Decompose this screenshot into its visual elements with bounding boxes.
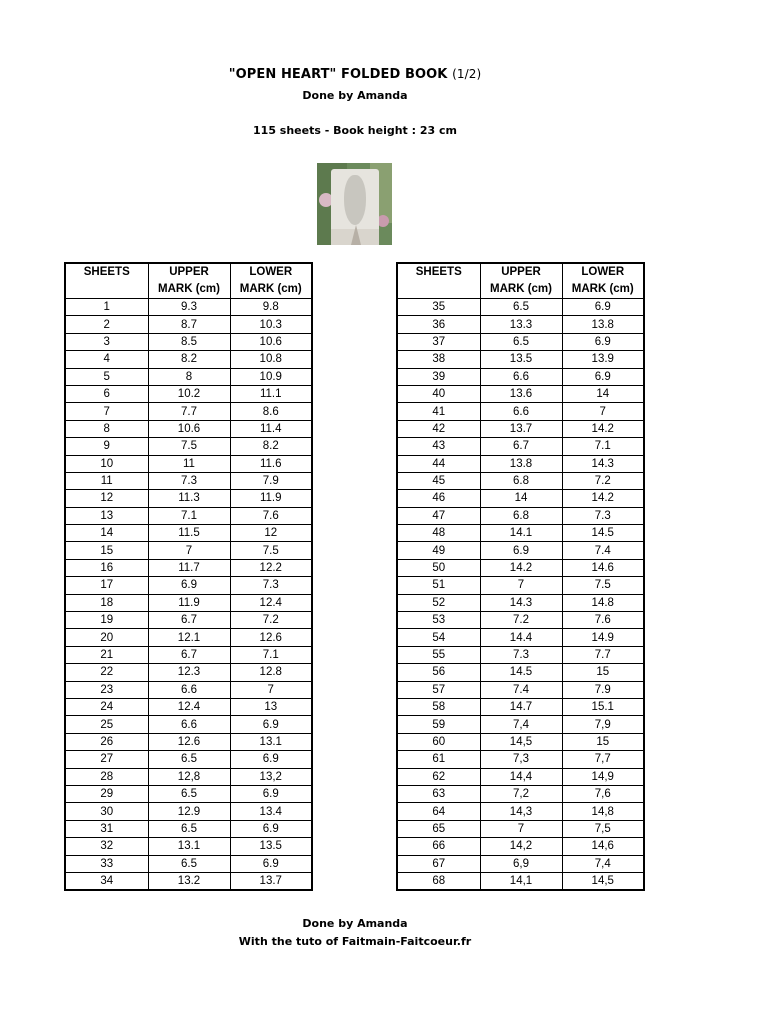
sheet-number-cell: 45 [397,472,480,489]
upper-mark-cell: 6.5 [148,855,230,872]
table-row [65,681,312,698]
sheet-number-cell: 35 [397,299,480,316]
table-row [397,785,644,802]
sheet-number-cell: 62 [397,768,480,785]
sheet-number-cell: 42 [397,420,480,437]
sheet-number-cell: 11 [65,472,148,489]
upper-mark-cell: 6.5 [148,785,230,802]
upper-mark-cell: 12.6 [148,733,230,750]
lower-mark-cell: 7.6 [230,507,312,524]
lower-mark-cell: 7.5 [562,577,644,594]
sheet-number-cell: 13 [65,507,148,524]
table-row [65,594,312,611]
table-row [397,299,644,316]
sheet-number-cell: 68 [397,872,480,890]
lower-mark-cell: 12.8 [230,664,312,681]
sheet-number-cell: 58 [397,698,480,715]
table-row [65,559,312,576]
lower-mark-cell: 6.9 [230,751,312,768]
sheet-number-cell: 48 [397,525,480,542]
lower-mark-cell: 7.9 [562,681,644,698]
lower-mark-cell: 13.4 [230,803,312,820]
table-row [397,316,644,333]
table-row [397,420,644,437]
upper-mark-cell: 14 [480,490,562,507]
upper-mark-cell: 14,1 [480,872,562,890]
upper-mark-cell: 12.1 [148,629,230,646]
upper-mark-cell: 12,8 [148,768,230,785]
table-row [65,612,312,629]
sheet-number-cell: 26 [65,733,148,750]
upper-mark-cell: 10.2 [148,385,230,402]
upper-mark-cell: 6.7 [480,438,562,455]
lower-mark-cell: 7 [562,403,644,420]
sheet-number-cell: 33 [65,855,148,872]
upper-mark-cell: 7.3 [480,646,562,663]
table-row [397,820,644,837]
table-row [65,299,312,316]
table-row [65,490,312,507]
upper-mark-cell: 8.2 [148,351,230,368]
upper-mark-cell: 6.5 [148,820,230,837]
lower-mark-cell: 7,5 [562,820,644,837]
upper-mark-cell: 14,3 [480,803,562,820]
sheet-number-cell: 67 [397,855,480,872]
lower-mark-cell: 7.9 [230,472,312,489]
upper-mark-cell: 14.7 [480,698,562,715]
lower-mark-cell: 15.1 [562,698,644,715]
sheet-number-cell: 29 [65,785,148,802]
lower-mark-cell: 7.2 [230,612,312,629]
table-row [397,612,644,629]
sheet-number-cell: 39 [397,368,480,385]
table-row [65,716,312,733]
lower-mark-cell: 14,8 [562,803,644,820]
table-row [397,698,644,715]
table-row [65,438,312,455]
lower-mark-cell: 14,6 [562,838,644,855]
sheet-number-cell: 37 [397,333,480,350]
lower-mark-cell: 10.6 [230,333,312,350]
lower-mark-cell: 14.3 [562,455,644,472]
lower-mark-cell: 14.2 [562,420,644,437]
upper-mark-cell: 6.6 [148,716,230,733]
table-row [65,420,312,437]
upper-mark-cell: 6.9 [148,577,230,594]
upper-mark-cell: 11.5 [148,525,230,542]
table-row [65,855,312,872]
upper-mark-cell: 7,4 [480,716,562,733]
table-row [65,385,312,402]
sheet-number-cell: 55 [397,646,480,663]
sheet-number-cell: 63 [397,785,480,802]
lower-mark-cell: 6.9 [230,855,312,872]
table-row [65,768,312,785]
upper-mark-cell: 13.8 [480,455,562,472]
sheet-number-cell: 60 [397,733,480,750]
table-row [397,594,644,611]
table-row [397,368,644,385]
lower-mark-cell: 14.6 [562,559,644,576]
lower-mark-cell: 11.9 [230,490,312,507]
upper-mark-cell: 7,3 [480,751,562,768]
table-row [397,733,644,750]
upper-mark-cell: 6,9 [480,855,562,872]
table-row [397,542,644,559]
upper-mark-cell: 14.5 [480,664,562,681]
table-row [397,716,644,733]
sheet-number-cell: 49 [397,542,480,559]
footer-credit: With the tuto of Faitmain-Faitcoeur.fr [238,935,472,948]
upper-mark-cell: 8.7 [148,316,230,333]
table-row [397,525,644,542]
table-row [397,872,644,890]
upper-mark-cell: 13.2 [148,872,230,890]
lower-mark-cell: 14.8 [562,594,644,611]
table-row [397,646,644,663]
lower-mark-cell: 6.9 [562,299,644,316]
upper-mark-cell: 9.3 [148,299,230,316]
upper-mark-cell: 6.9 [480,542,562,559]
lower-mark-cell: 7.3 [562,507,644,524]
table-row [397,351,644,368]
lower-mark-cell: 7.5 [230,542,312,559]
table-row [65,733,312,750]
lower-mark-cell: 7,7 [562,751,644,768]
sheet-number-cell: 17 [65,577,148,594]
upper-mark-cell: 6.6 [480,368,562,385]
sheet-number-cell: 18 [65,594,148,611]
sheet-number-cell: 31 [65,820,148,837]
lower-mark-cell: 11.1 [230,385,312,402]
table-row [65,838,312,855]
sheet-number-cell: 53 [397,612,480,629]
lower-mark-cell: 15 [562,733,644,750]
lower-mark-cell: 6.9 [562,333,644,350]
sheet-number-cell: 12 [65,490,148,507]
sheet-number-cell: 6 [65,385,148,402]
title-text: "OPEN HEART" FOLDED BOOK [228,67,448,82]
sheet-number-cell: 20 [65,629,148,646]
upper-mark-cell: 12.4 [148,698,230,715]
header-upper-mark: UPPER MARK (cm) [148,263,230,299]
header-sheets: SHEETS [65,263,148,299]
upper-mark-cell: 7 [148,542,230,559]
lower-mark-cell: 8.6 [230,403,312,420]
sheet-number-cell: 43 [397,438,480,455]
sheet-number-cell: 15 [65,542,148,559]
table-row [397,855,644,872]
sheet-number-cell: 22 [65,664,148,681]
sheet-number-cell: 47 [397,507,480,524]
upper-mark-cell: 12.9 [148,803,230,820]
upper-mark-cell: 14.2 [480,559,562,576]
lower-mark-cell: 6.9 [230,820,312,837]
table-row [65,542,312,559]
sheet-number-cell: 32 [65,838,148,855]
table-row [397,559,644,576]
sheet-number-cell: 56 [397,664,480,681]
sheet-number-cell: 66 [397,838,480,855]
header-sheets: SHEETS [397,263,480,299]
upper-mark-cell: 6.8 [480,472,562,489]
lower-mark-cell: 9.8 [230,299,312,316]
upper-mark-cell: 6.6 [148,681,230,698]
table-header-row [65,263,312,299]
upper-mark-cell: 7.4 [480,681,562,698]
sheet-number-cell: 40 [397,385,480,402]
upper-mark-cell: 7,2 [480,785,562,802]
lower-mark-cell: 12.6 [230,629,312,646]
footer-author: Done by Amanda [302,917,408,930]
lower-mark-cell: 13.1 [230,733,312,750]
upper-mark-cell: 14,4 [480,768,562,785]
sheet-number-cell: 57 [397,681,480,698]
lower-mark-cell: 13.9 [562,351,644,368]
table-row [397,403,644,420]
sheet-number-cell: 5 [65,368,148,385]
sheet-number-cell: 59 [397,716,480,733]
lower-mark-cell: 14 [562,385,644,402]
table-row [397,768,644,785]
upper-mark-cell: 14,5 [480,733,562,750]
lower-mark-cell: 10.3 [230,316,312,333]
table-row [397,507,644,524]
author-line: Done by Amanda [302,89,408,102]
sheet-number-cell: 24 [65,698,148,715]
lower-mark-cell: 12 [230,525,312,542]
table-row [65,368,312,385]
table-row [397,333,644,350]
lower-mark-cell: 11.4 [230,420,312,437]
sheet-number-cell: 52 [397,594,480,611]
marks-table-left [64,262,313,891]
table-row [397,490,644,507]
lower-mark-cell: 13 [230,698,312,715]
table-row [65,472,312,489]
lower-mark-cell: 13.8 [562,316,644,333]
upper-mark-cell: 7 [480,820,562,837]
sheet-number-cell: 1 [65,299,148,316]
upper-mark-cell: 6.7 [148,612,230,629]
upper-mark-cell: 10.6 [148,420,230,437]
upper-mark-cell: 7.3 [148,472,230,489]
lower-mark-cell: 7.6 [562,612,644,629]
table-row [397,838,644,855]
upper-mark-cell: 11.7 [148,559,230,576]
lower-mark-cell: 7,9 [562,716,644,733]
lower-mark-cell: 13.7 [230,872,312,890]
sheet-number-cell: 65 [397,820,480,837]
upper-mark-cell: 7 [480,577,562,594]
header-lower-mark: LOWER MARK (cm) [230,263,312,299]
table-header-row [397,263,644,299]
lower-mark-cell: 7.1 [230,646,312,663]
table-row [65,751,312,768]
upper-mark-cell: 14.3 [480,594,562,611]
lower-mark-cell: 14.5 [562,525,644,542]
lower-mark-cell: 7.4 [562,542,644,559]
sheet-number-cell: 10 [65,455,148,472]
upper-mark-cell: 12.3 [148,664,230,681]
lower-mark-cell: 14,9 [562,768,644,785]
table-row [397,472,644,489]
lower-mark-cell: 8.2 [230,438,312,455]
table-row [65,455,312,472]
page-title [0,67,710,82]
sheet-info: 115 sheets - Book height : 23 cm [253,124,457,137]
table-row [65,351,312,368]
upper-mark-cell: 6.5 [480,333,562,350]
sheet-number-cell: 9 [65,438,148,455]
upper-mark-cell: 7.2 [480,612,562,629]
lower-mark-cell: 6.9 [562,368,644,385]
sheet-number-cell: 8 [65,420,148,437]
lower-mark-cell: 12.2 [230,559,312,576]
lower-mark-cell: 14.2 [562,490,644,507]
upper-mark-cell: 8.5 [148,333,230,350]
sheet-number-cell: 50 [397,559,480,576]
sheet-number-cell: 28 [65,768,148,785]
lower-mark-cell: 10.8 [230,351,312,368]
lower-mark-cell: 6.9 [230,716,312,733]
upper-mark-cell: 13.3 [480,316,562,333]
upper-mark-cell: 7.1 [148,507,230,524]
lower-mark-cell: 7,6 [562,785,644,802]
upper-mark-cell: 6.5 [480,299,562,316]
upper-mark-cell: 13.1 [148,838,230,855]
table-row [397,664,644,681]
sheet-number-cell: 27 [65,751,148,768]
header-lower-mark: LOWER MARK (cm) [562,263,644,299]
lower-mark-cell: 7.7 [562,646,644,663]
sheet-number-cell: 64 [397,803,480,820]
upper-mark-cell: 6.6 [480,403,562,420]
table-row [397,803,644,820]
table-row [397,751,644,768]
upper-mark-cell: 13.6 [480,385,562,402]
table-row [65,333,312,350]
table-row [65,403,312,420]
upper-mark-cell: 14,2 [480,838,562,855]
table-row [65,525,312,542]
table-row [65,820,312,837]
sheet-number-cell: 3 [65,333,148,350]
upper-mark-cell: 11 [148,455,230,472]
table-row [397,577,644,594]
table-row [65,646,312,663]
sheet-number-cell: 44 [397,455,480,472]
lower-mark-cell: 7 [230,681,312,698]
upper-mark-cell: 13.7 [480,420,562,437]
header-upper-mark: UPPER MARK (cm) [480,263,562,299]
sheet-number-cell: 38 [397,351,480,368]
sheet-number-cell: 2 [65,316,148,333]
sheet-number-cell: 16 [65,559,148,576]
table-row [397,385,644,402]
upper-mark-cell: 13.5 [480,351,562,368]
table-row [65,507,312,524]
table-row [397,681,644,698]
table-row [397,438,644,455]
table-row [65,629,312,646]
upper-mark-cell: 6.8 [480,507,562,524]
sheet-number-cell: 54 [397,629,480,646]
lower-mark-cell: 7.3 [230,577,312,594]
sheet-number-cell: 7 [65,403,148,420]
title-suffix: (1/2) [452,67,482,81]
lower-mark-cell: 7,4 [562,855,644,872]
table-row [65,872,312,890]
lower-mark-cell: 14,5 [562,872,644,890]
upper-mark-cell: 11.3 [148,490,230,507]
upper-mark-cell: 14.4 [480,629,562,646]
upper-mark-cell: 7.5 [148,438,230,455]
table-row [65,785,312,802]
sheet-number-cell: 21 [65,646,148,663]
lower-mark-cell: 10.9 [230,368,312,385]
table-row [397,455,644,472]
sheet-number-cell: 46 [397,490,480,507]
sheet-number-cell: 36 [397,316,480,333]
upper-mark-cell: 6.7 [148,646,230,663]
sheet-number-cell: 4 [65,351,148,368]
lower-mark-cell: 12.4 [230,594,312,611]
table-row [65,316,312,333]
table-row [65,577,312,594]
sheet-number-cell: 61 [397,751,480,768]
table-row [65,664,312,681]
table-row [65,698,312,715]
sheet-number-cell: 19 [65,612,148,629]
lower-mark-cell: 14.9 [562,629,644,646]
lower-mark-cell: 7.2 [562,472,644,489]
lower-mark-cell: 13.5 [230,838,312,855]
folded-book-photo [317,163,392,245]
sheet-number-cell: 14 [65,525,148,542]
lower-mark-cell: 13,2 [230,768,312,785]
lower-mark-cell: 11.6 [230,455,312,472]
upper-mark-cell: 11.9 [148,594,230,611]
upper-mark-cell: 8 [148,368,230,385]
sheet-number-cell: 30 [65,803,148,820]
sheet-number-cell: 51 [397,577,480,594]
upper-mark-cell: 7.7 [148,403,230,420]
lower-mark-cell: 15 [562,664,644,681]
lower-mark-cell: 7.1 [562,438,644,455]
upper-mark-cell: 6.5 [148,751,230,768]
upper-mark-cell: 14.1 [480,525,562,542]
sheet-number-cell: 34 [65,872,148,890]
table-row [397,629,644,646]
sheet-number-cell: 25 [65,716,148,733]
lower-mark-cell: 6.9 [230,785,312,802]
marks-table-right [396,262,645,891]
sheet-number-cell: 23 [65,681,148,698]
sheet-number-cell: 41 [397,403,480,420]
table-row [65,803,312,820]
